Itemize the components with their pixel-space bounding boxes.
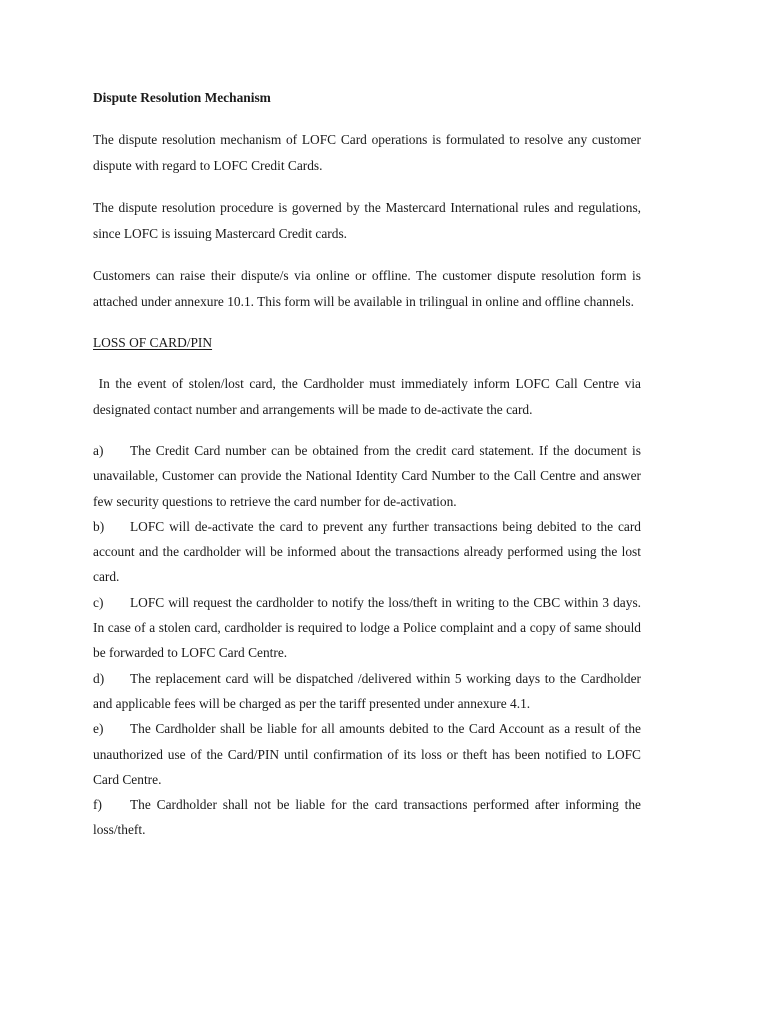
list-item-text: The Credit Card number can be obtained from the credit card statement. If the document is unavailable, Customer can provide the National Identity Card Number to the Call Centre and answer few security questions to retrieve the card number for de-activation. — [93, 443, 641, 509]
list-item — [93, 438, 641, 514]
paragraph-purpose: The dispute resolution mechanism of LOFC Card operations is formulated to resolve any customer dispute with regard to LOFC Credit Cards. — [93, 132, 641, 173]
section-intro: In the event of stolen/lost card, the Cardholder must immediately inform LOFC Call Centre via designated contact number and arrangements will be made to de-activate the card. — [93, 376, 645, 417]
list-marker: a) — [93, 443, 104, 458]
list-item-text: The Cardholder shall not be liable for the card transactions performed after informing the loss/theft. — [93, 797, 641, 838]
list-item-text: The replacement card will be dispatched /delivered within 5 working days to the Cardholder and applicable fees will be charged as per the tariff presented under annexure 4.1. — [93, 670, 641, 711]
list-item — [93, 590, 641, 666]
list-item — [93, 716, 641, 792]
list-item-text: LOFC will request the cardholder to notify the loss/theft in writing to the CBC within 3 days. In case of a stolen card, cardholder is required to lodge a Police complaint and a copy of same should be forwarded to LOFC Card Centre. — [93, 594, 641, 661]
list-marker: e) — [93, 721, 104, 737]
procedure-list — [93, 438, 641, 843]
list-item-text: LOFC will de-activate the card to prevent any further transactions being debited to the card account and the cardholder will be informed about the transactions already performed using the lost card. — [93, 518, 641, 585]
paragraph-raising-disputes: Customers can raise their dispute/s via online or offline. The customer dispute resolution form is attached under annexure 10.1. This form will be available in trilingual in online and offline channels. — [93, 268, 641, 309]
list-marker: d) — [93, 670, 105, 686]
list-item — [93, 666, 641, 717]
list-item — [93, 514, 641, 590]
list-item — [93, 792, 641, 843]
list-marker: c) — [93, 594, 104, 610]
section-heading-loss-of-card: LOSS OF CARD/PIN — [93, 335, 213, 350]
document-title: Dispute Resolution Mechanism — [93, 90, 271, 105]
list-marker: b) — [93, 518, 105, 534]
list-marker: f) — [93, 797, 102, 813]
list-item-text: The Cardholder shall be liable for all amounts debited to the Card Account as a result of the unauthorized use of the Card/PIN until confirmation of its loss or theft has been notified to LOFC Card Centre. — [93, 721, 641, 787]
document-page — [93, 86, 645, 843]
paragraph-governance: The dispute resolution procedure is governed by the Mastercard International rules and regulations, since LOFC is issuing Mastercard Credit cards. — [93, 200, 641, 241]
